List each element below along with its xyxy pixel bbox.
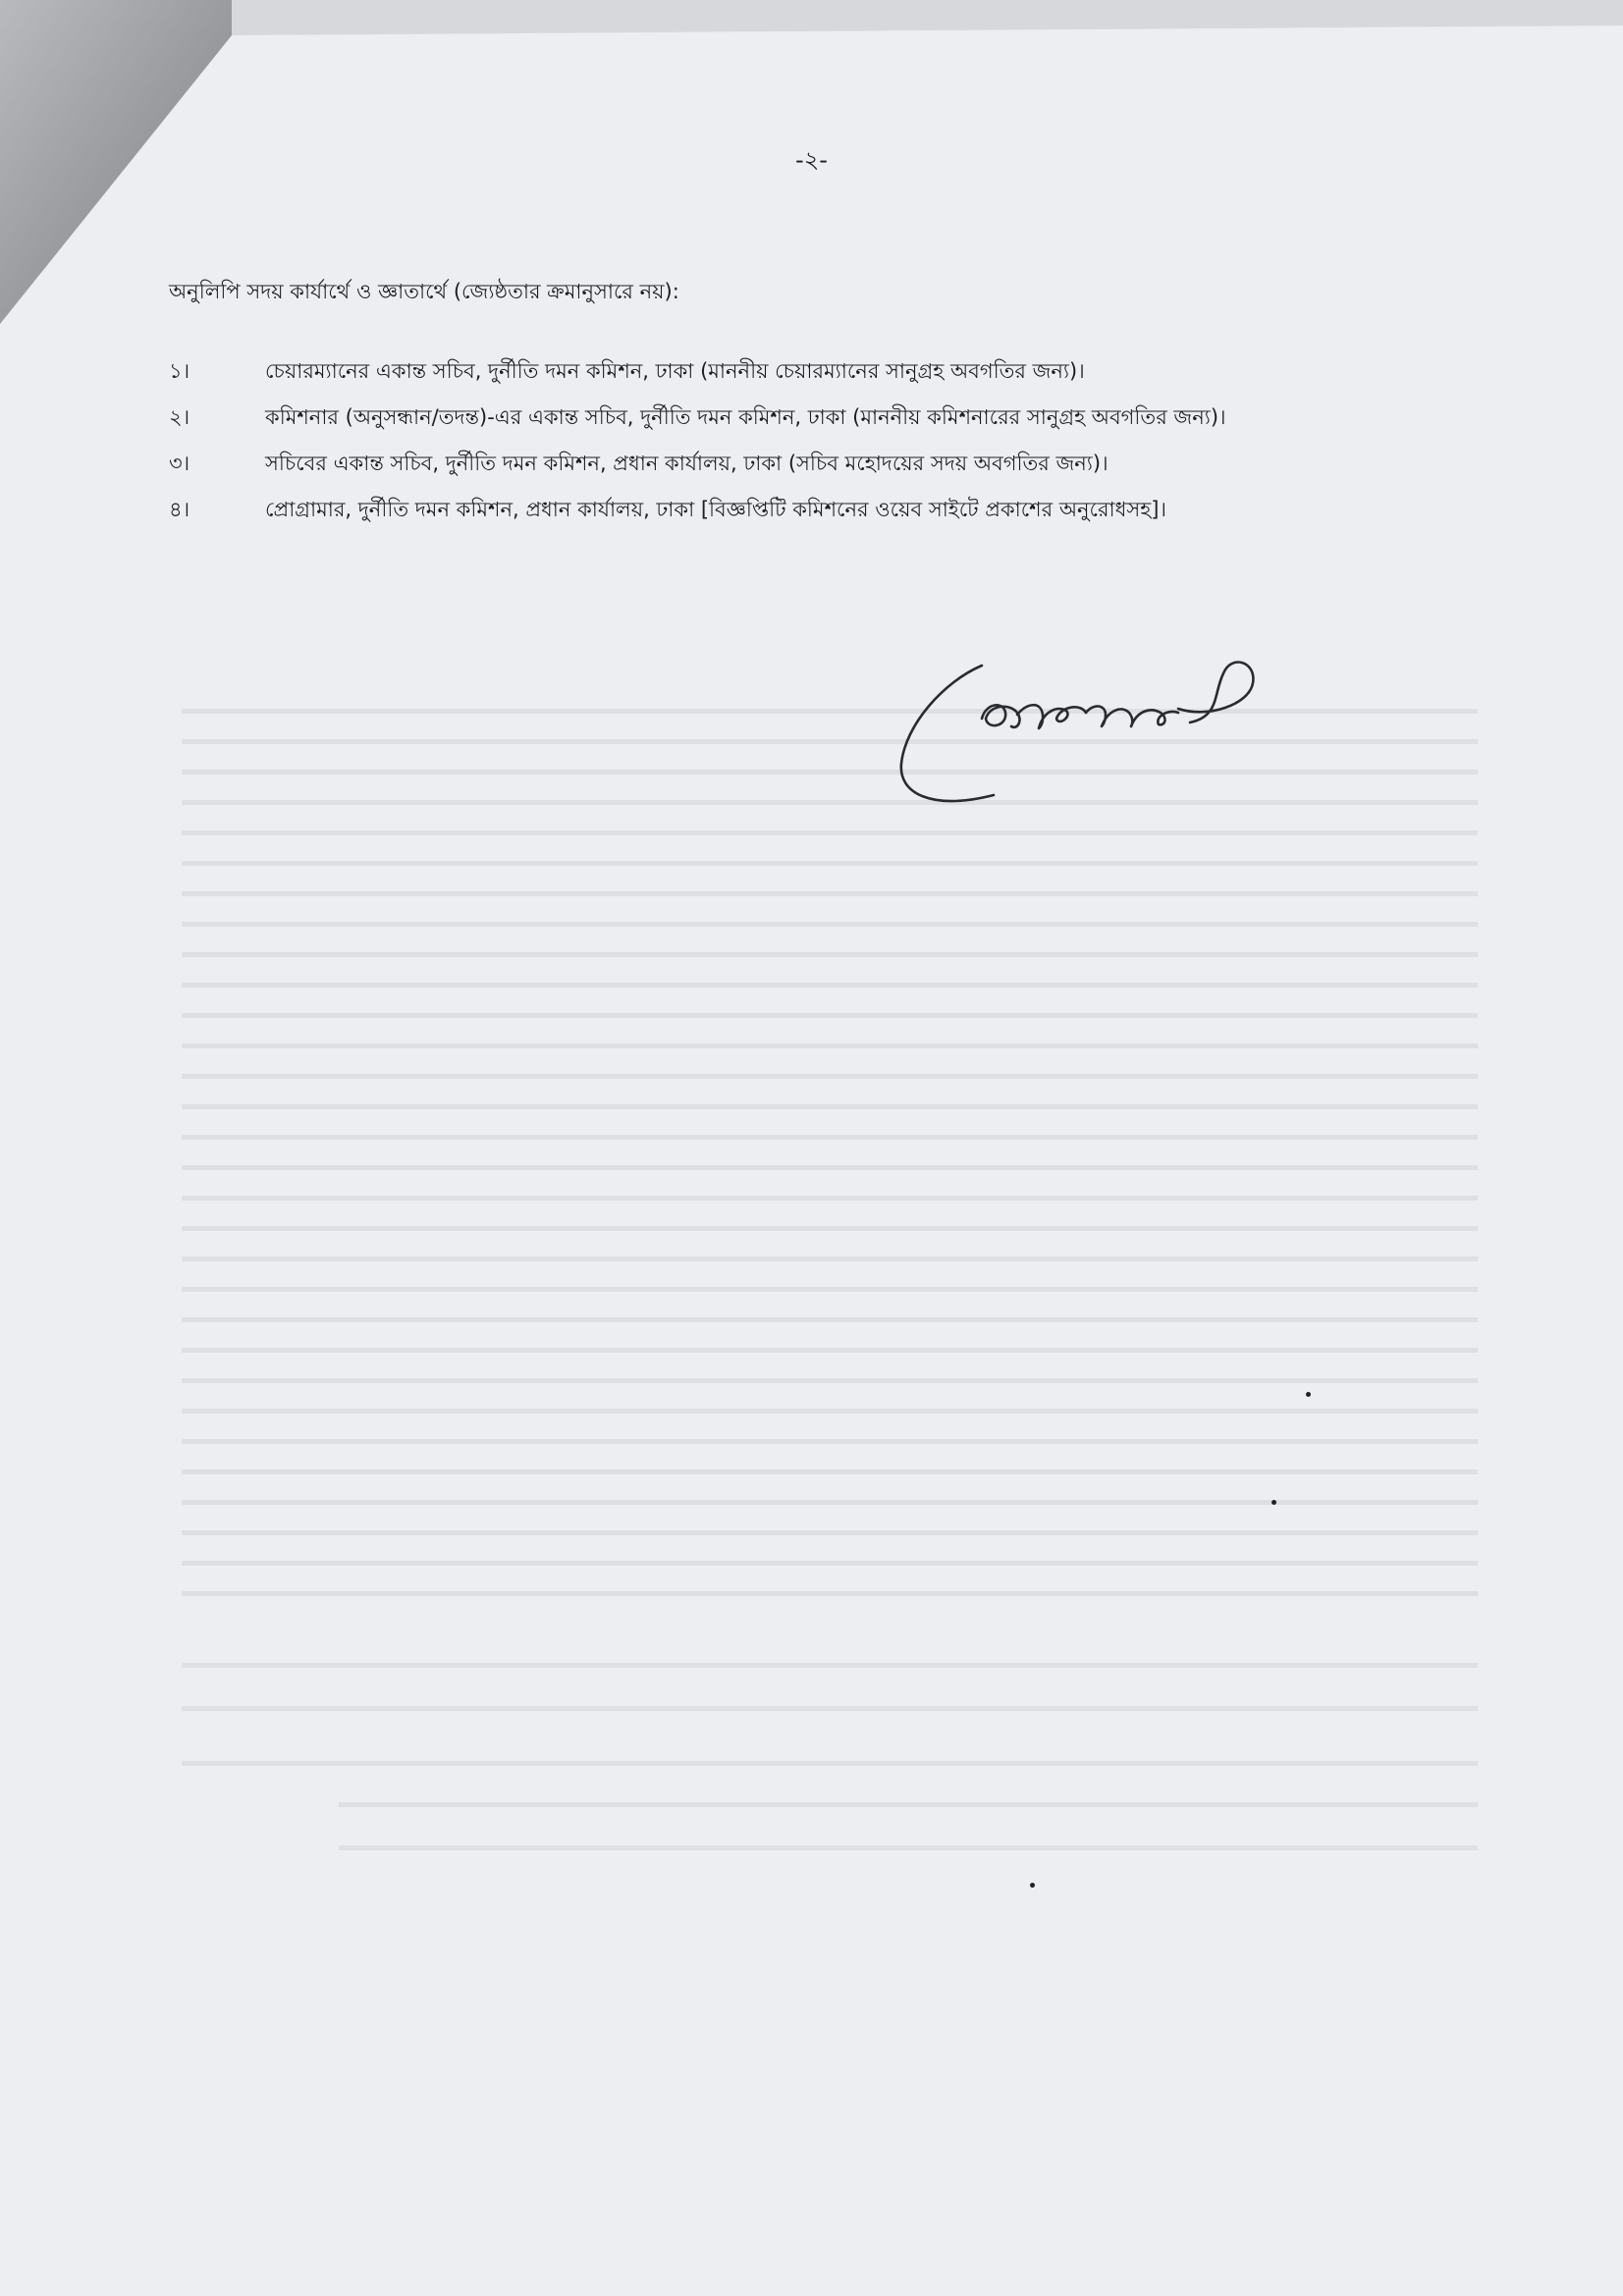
list-item-text: সচিবের একান্ত সচিব, দুর্নীতি দমন কমিশন, প্রধান কার্যালয়, ঢাকা (সচিব মহোদয়ের সদয় অবগতির জন্য)।	[265, 452, 1109, 475]
bleed-through-paragraph	[339, 1789, 1478, 1877]
list-item-number: ৩।	[169, 452, 190, 475]
scan-speck	[1306, 1392, 1311, 1397]
copy-list	[169, 356, 1563, 524]
list-item-text: কমিশনার (অনুসন্ধান/তদন্ত)-এর একান্ত সচিব, দুর্নীতি দমন কমিশন, ঢাকা (মাননীয় কমিশনারের সানুগ্রহ অবগতির জন্য)।	[265, 405, 1226, 429]
copy-distribution-section	[169, 277, 1563, 541]
list-item	[169, 495, 1563, 524]
list-item	[169, 402, 1563, 432]
handwritten-signature	[884, 648, 1276, 825]
bleed-through-paragraph	[182, 1747, 1478, 1787]
scan-speck	[1271, 1500, 1276, 1505]
list-item	[169, 356, 1563, 386]
list-item-number: ৪।	[169, 498, 190, 521]
scan-speck	[1030, 1883, 1035, 1888]
bleed-through-table	[182, 687, 1478, 1600]
list-item-text: প্রোগ্রামার, দুর্নীতি দমন কমিশন, প্রধান কার্যালয়, ঢাকা [বিজ্ঞপ্তিটি কমিশনের ওয়েব সাইটে প্রকাশের অনুরোধসহ]।	[265, 498, 1167, 521]
list-item-text: চেয়ারম্যানের একান্ত সচিব, দুর্নীতি দমন কমিশন, ঢাকা (মাননীয় চেয়ারম্যানের সানুগ্রহ অবগতির জন্য)।	[265, 359, 1085, 383]
list-item-number: ১।	[169, 359, 190, 383]
list-item	[169, 449, 1563, 478]
copy-heading: অনুলিপি সদয় কার্যার্থে ও জ্ঞাতার্থে (জ্যেষ্ঠতার ক্রমানুসারে নয়):	[169, 280, 679, 303]
bleed-through-paragraph	[182, 1649, 1478, 1728]
list-item-number: ২।	[169, 405, 190, 429]
page-number: -২-	[795, 146, 828, 174]
